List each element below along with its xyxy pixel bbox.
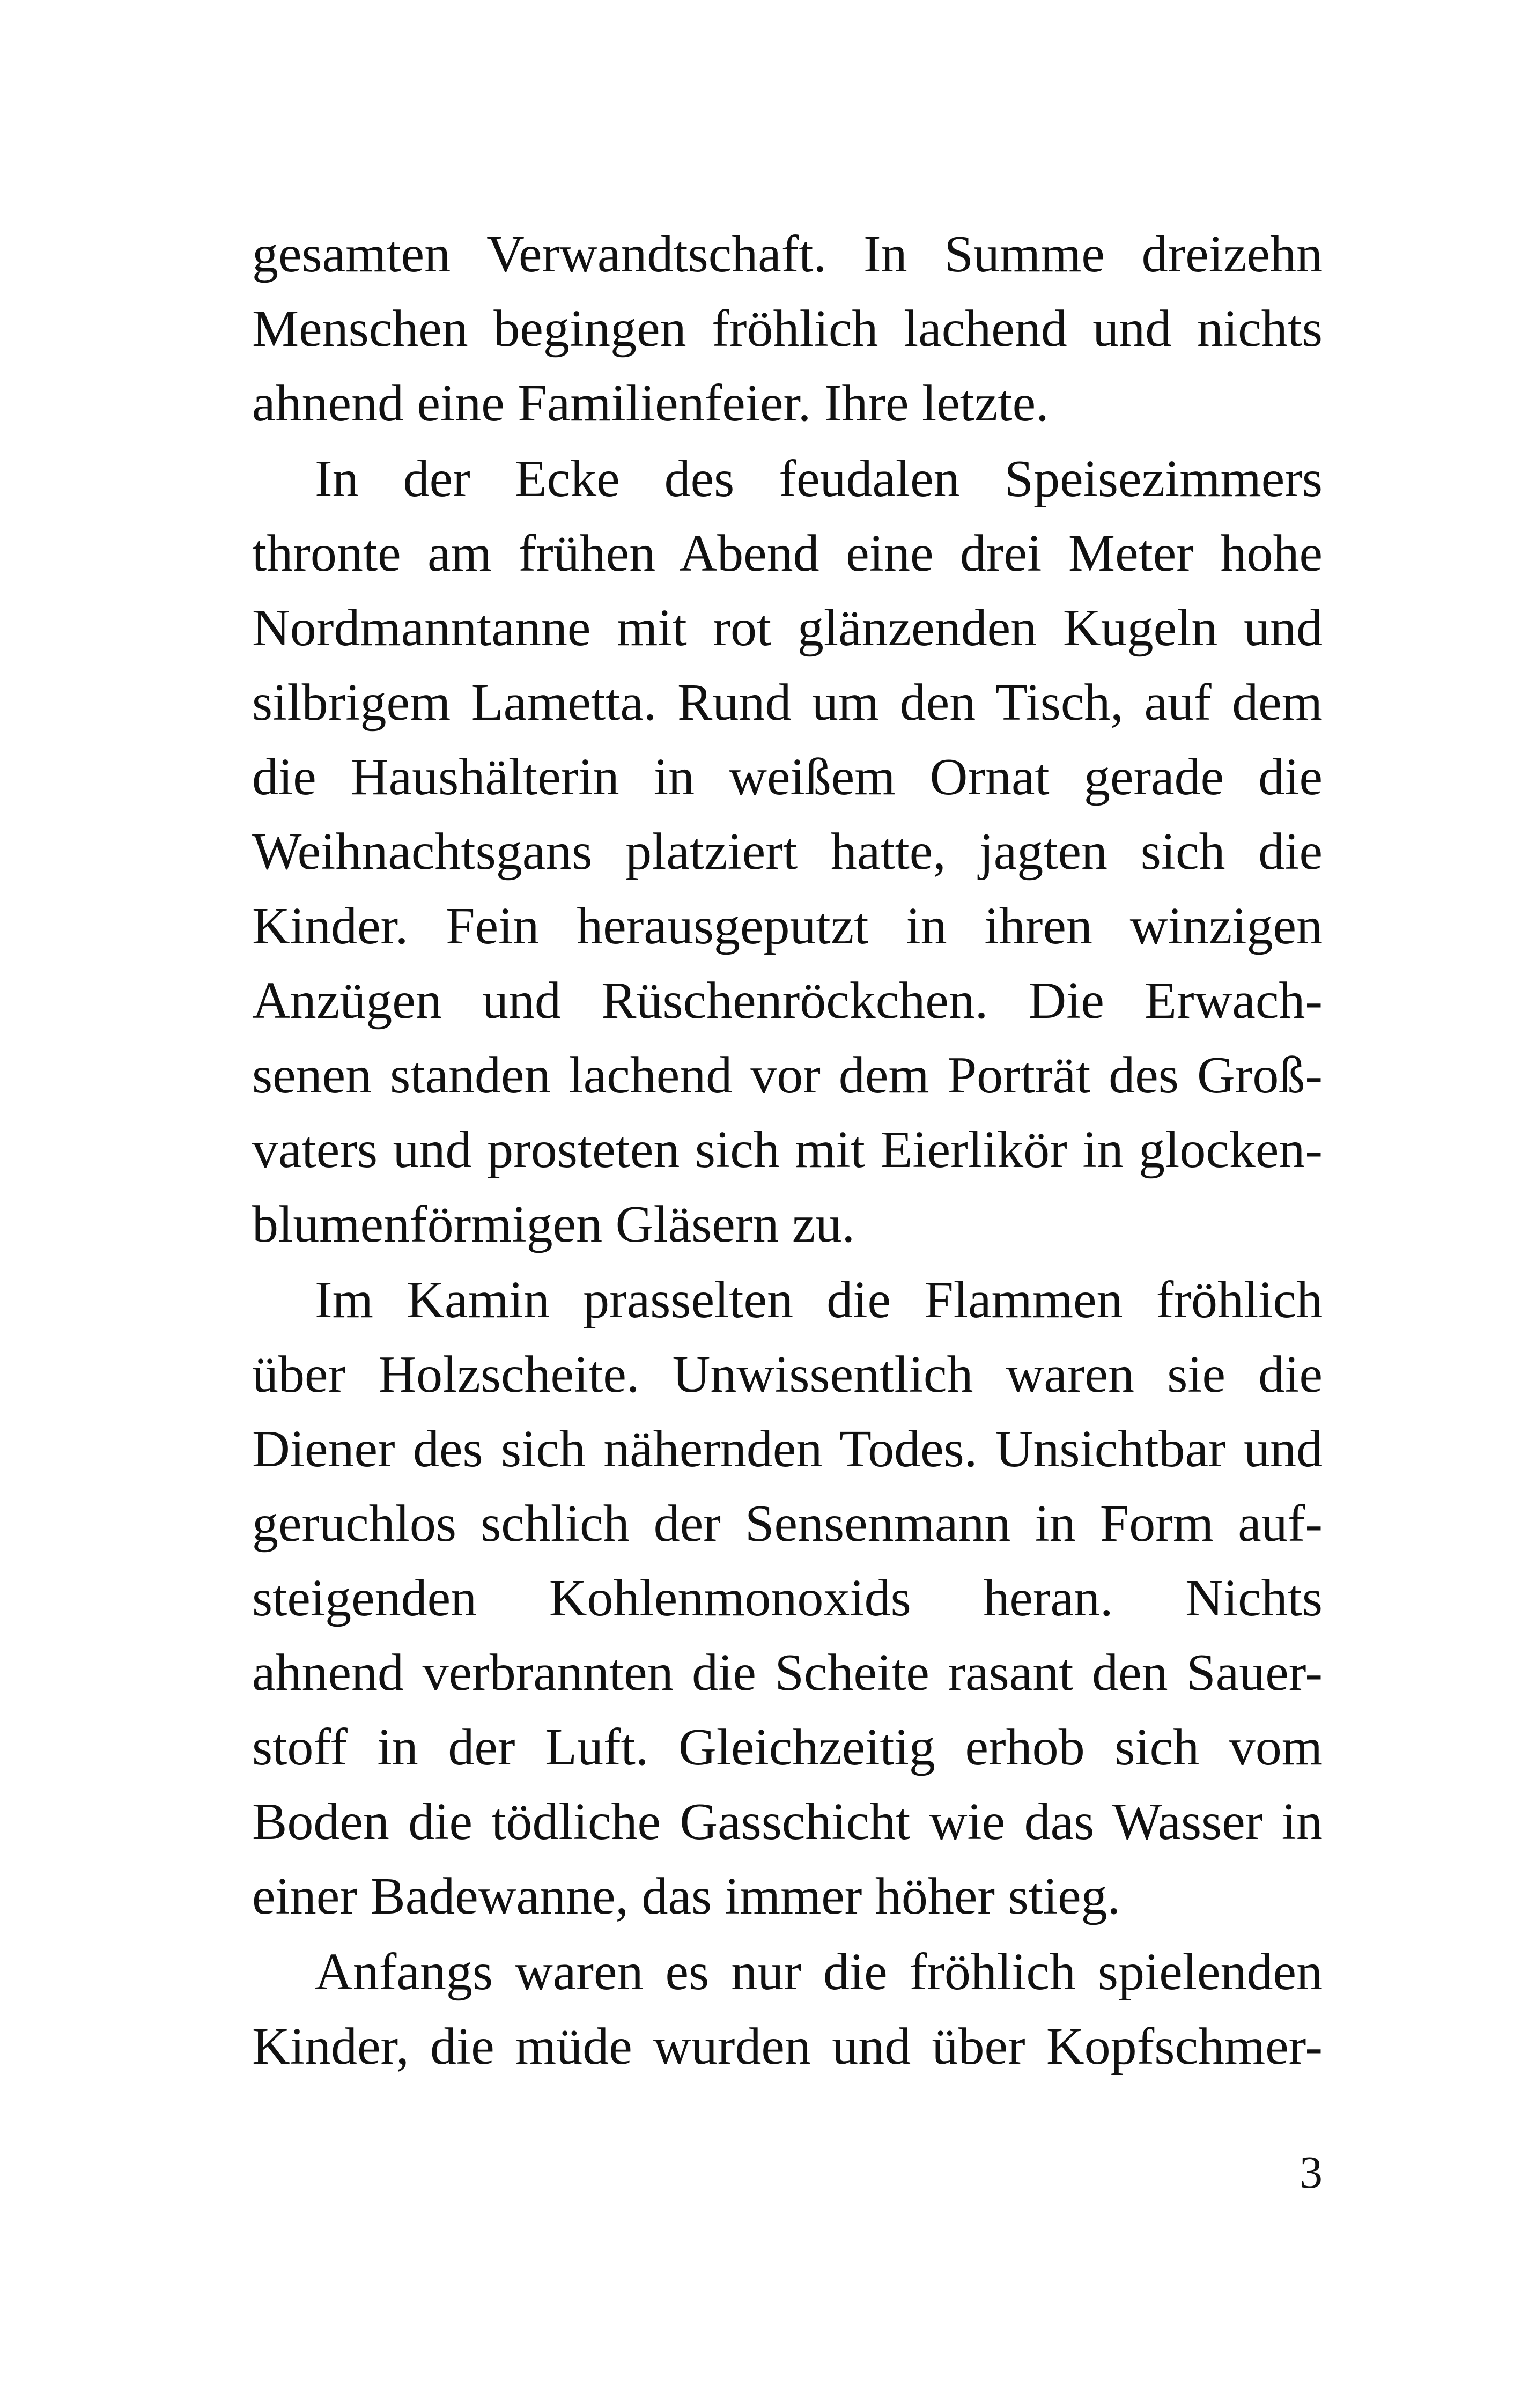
- text-line: gesamten Verwandtschaft. In Summe dreizehn: [252, 225, 1323, 283]
- text-line: Nordmanntanne mit rot glänzenden Kugeln und: [252, 599, 1323, 657]
- text-line: silbrigem Lametta. Rund um den Tisch, auf dem: [252, 674, 1323, 732]
- text-line: geruchlos schlich der Sensenmann in Form auf-: [252, 1495, 1323, 1553]
- text-line: thronte am frühen Abend eine drei Meter hohe: [252, 525, 1323, 582]
- text-line: stoff in der Luft. Gleichzeitig erhob sich vom: [252, 1718, 1323, 1776]
- text-line: Kinder, die müde wurden und über Kopfschmer-: [252, 2018, 1323, 2075]
- text-line: blumenförmigen Gläsern zu.: [252, 1195, 855, 1253]
- text-line: vaters und prosteten sich mit Eierlikör in glocken-: [252, 1121, 1323, 1179]
- text-line: die Haushälterin in weißem Ornat gerade die: [252, 748, 1323, 806]
- text-line: einer Badewanne, das immer höher stieg.: [252, 1867, 1121, 1925]
- text-line: ahnend verbrannten die Scheite rasant den Sauer-: [252, 1644, 1323, 1702]
- text-line: Kinder. Fein herausgeputzt in ihren winzigen: [252, 897, 1323, 955]
- paragraph-3: [252, 1263, 1323, 1934]
- page-number: 3: [1300, 2146, 1323, 2198]
- text-line: Boden die tödliche Gasschicht wie das Wasser in: [252, 1793, 1323, 1851]
- text-line: Weihnachtsgans platziert hatte, jagten sich die: [252, 823, 1323, 881]
- text-line: In der Ecke des feudalen Speisezimmers: [315, 450, 1323, 508]
- text-line: Anzügen und Rüschenröckchen. Die Erwach-: [252, 972, 1323, 1030]
- text-line: Menschen begingen fröhlich lachend und nichts: [252, 300, 1323, 358]
- text-line: steigenden Kohlenmonoxids heran. Nichts: [252, 1569, 1323, 1627]
- text-line: Diener des sich nähernden Todes. Unsichtbar und: [252, 1420, 1323, 1478]
- body-text: [252, 217, 1323, 2085]
- text-line: senen standen lachend vor dem Porträt des Groß-: [252, 1046, 1323, 1104]
- text-line: über Holzscheite. Unwissentlich waren sie die: [252, 1346, 1323, 1404]
- paragraph-2: [252, 442, 1323, 1262]
- text-line: Anfangs waren es nur die fröhlich spielenden: [315, 1943, 1323, 2001]
- paragraph-4: [252, 1935, 1323, 2084]
- paragraph-1: [252, 217, 1323, 441]
- text-line: ahnend eine Familienfeier. Ihre letzte.: [252, 374, 1049, 432]
- text-line: Im Kamin prasselten die Flammen fröhlich: [315, 1271, 1323, 1329]
